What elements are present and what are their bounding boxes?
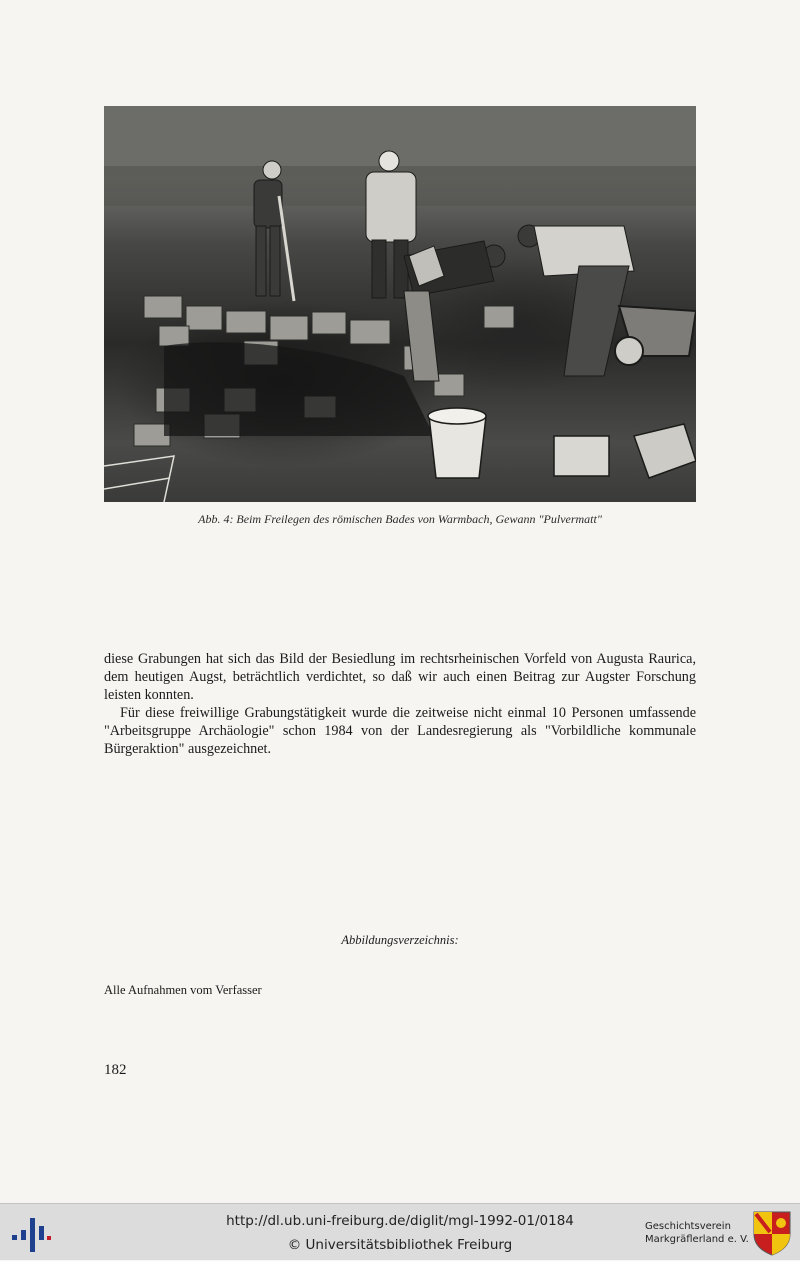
excavation-photo: [104, 106, 696, 502]
footer-bar: [0, 1203, 800, 1260]
society-name: [645, 1220, 755, 1246]
coat-of-arms-icon[interactable]: [752, 1210, 792, 1256]
society-name-line: Geschichtsverein: [645, 1221, 731, 1232]
body-text: [104, 650, 696, 758]
society-name-line: Markgräflerland e. V.: [645, 1234, 749, 1245]
list-of-figures-heading: Abbildungsverzeichnis:: [341, 933, 459, 947]
document-url-link[interactable]: http://dl.ub.uni-freiburg.de/diglit/mgl-1992-01/0184: [226, 1213, 574, 1229]
photo-credits: Alle Aufnahmen vom Verfasser: [104, 983, 262, 997]
ub-freiburg-logo-icon[interactable]: [12, 1214, 52, 1254]
figure-caption: Abb. 4: Beim Freilegen des römischen Bades von Warmbach, Gewann "Pulvermatt": [198, 512, 602, 526]
page-number: 182: [104, 1062, 127, 1078]
copyright-notice: © Universitätsbibliothek Freiburg: [287, 1237, 513, 1253]
paragraph: diese Grabungen hat sich das Bild der Besiedlung im rechtsrheinischen Vorfeld von Augusta Raurica, dem heutigen Augst, beträchtlich verdichtet, so daß wir auch einen Beitrag zur Augster Forschung leisten konnten.: [104, 651, 696, 703]
paragraph: Für diese freiwillige Grabungstätigkeit wurde die zeitweise nicht einmal 10 Personen umfassende "Arbeitsgruppe Archäologie" schon 1984 von der Landesregierung als "Vorbildliche kommunale Bürgeraktion" ausgezeichnet.: [104, 705, 696, 757]
